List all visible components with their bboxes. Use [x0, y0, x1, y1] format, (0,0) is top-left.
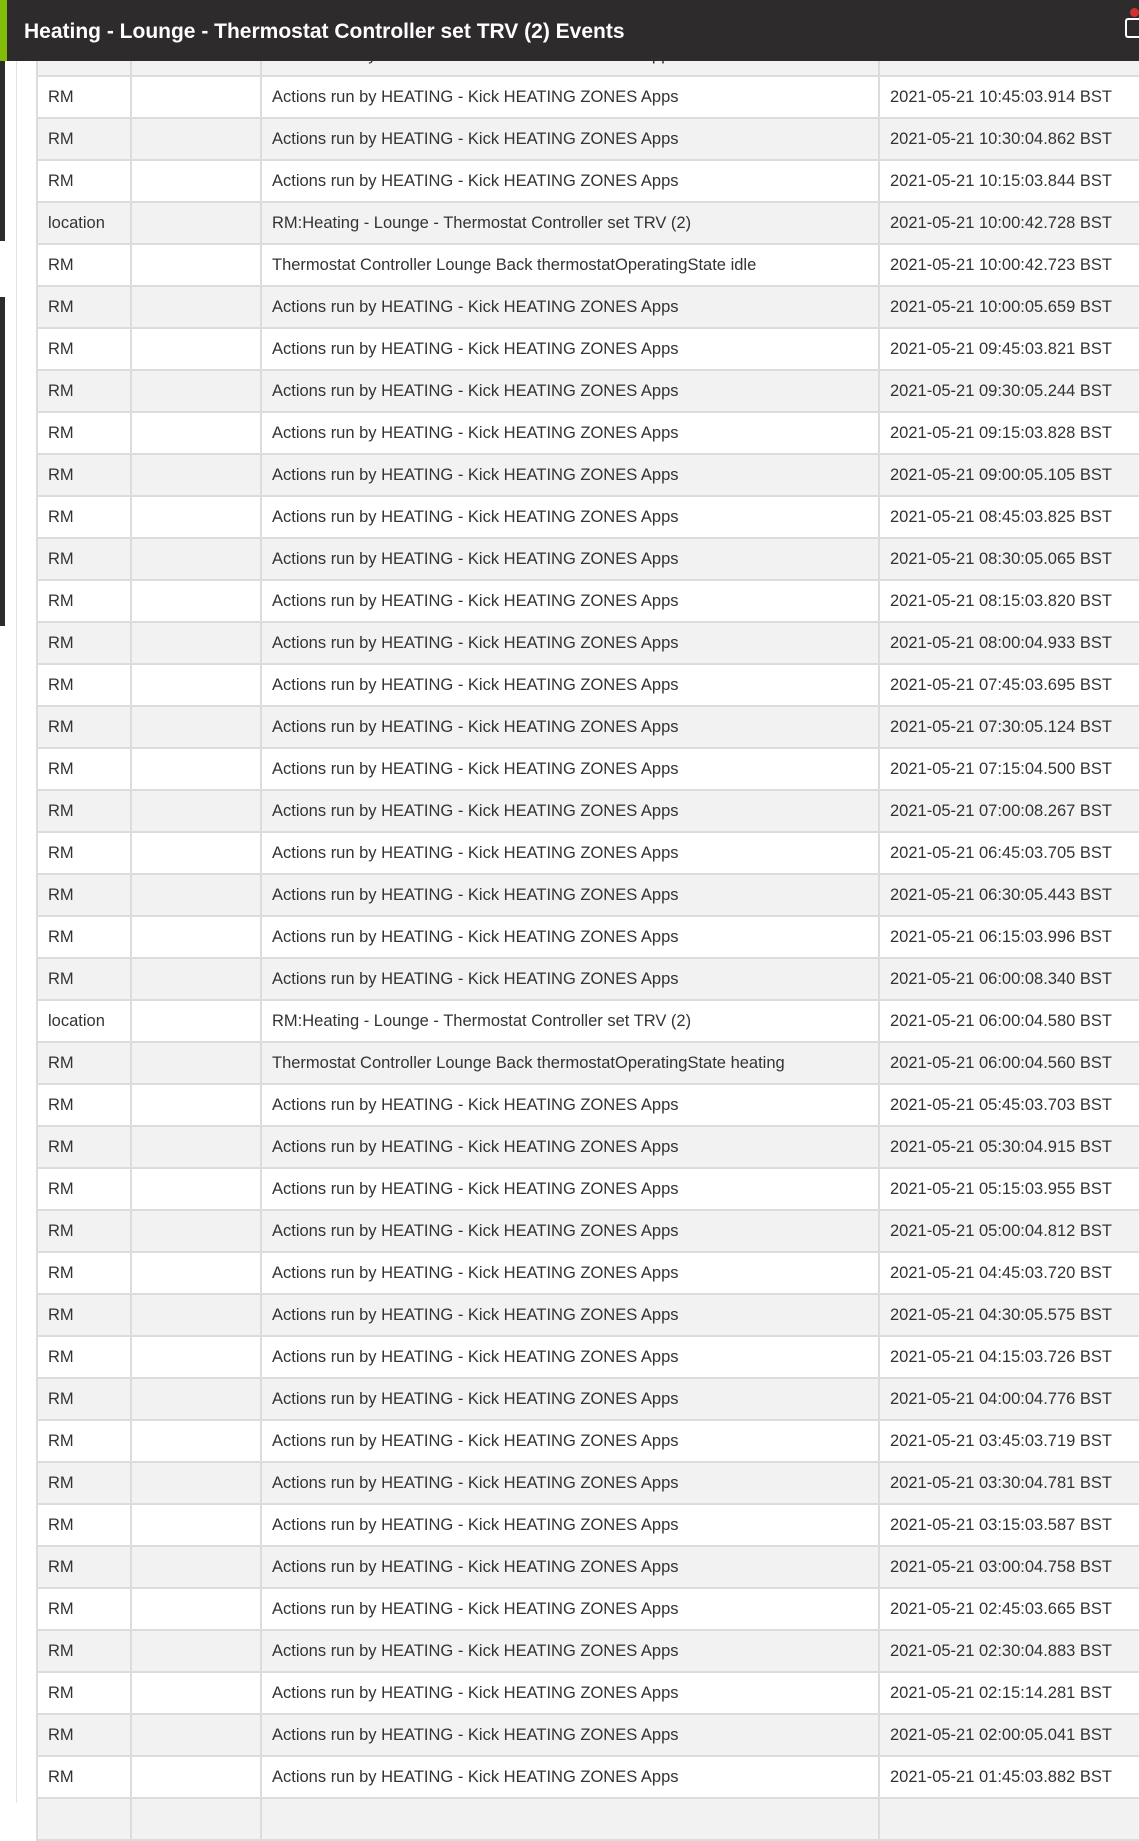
table-row[interactable]	[37, 1714, 1139, 1756]
event-date-cell: 2021-05-21 08:15:03.820 BST	[879, 580, 1139, 622]
event-date-cell: 2021-05-21 07:45:03.695 BST	[879, 664, 1139, 706]
event-description-cell: Actions run by HEATING - Kick HEATING ZONES Apps	[261, 1126, 879, 1168]
event-date-cell: 2021-05-21 05:15:03.955 BST	[879, 1168, 1139, 1210]
event-value-cell	[131, 1252, 261, 1294]
event-source-cell: RM	[37, 538, 131, 580]
events-table	[36, 33, 1139, 1841]
event-description-cell: Actions run by HEATING - Kick HEATING ZONES Apps	[261, 580, 879, 622]
event-date-cell: 2021-05-21 02:30:04.883 BST	[879, 1630, 1139, 1672]
event-description-cell: Actions run by HEATING - Kick HEATING ZONES Apps	[261, 1462, 879, 1504]
table-row[interactable]	[37, 286, 1139, 328]
page-header	[0, 0, 1139, 61]
event-value-cell	[131, 748, 261, 790]
event-value-cell	[131, 790, 261, 832]
table-row[interactable]	[37, 328, 1139, 370]
table-row[interactable]	[37, 1420, 1139, 1462]
event-date-cell: 2021-05-21 10:00:05.659 BST	[879, 286, 1139, 328]
event-source-cell: RM	[37, 1252, 131, 1294]
event-source-cell: RM	[37, 1210, 131, 1252]
table-row[interactable]	[37, 202, 1139, 244]
event-date-cell: 2021-05-21 05:45:03.703 BST	[879, 1084, 1139, 1126]
content-border	[16, 61, 17, 1803]
event-date-cell: 2021-05-21 02:00:05.041 BST	[879, 1714, 1139, 1756]
event-description-cell: Actions run by HEATING - Kick HEATING ZONES Apps	[261, 328, 879, 370]
event-value-cell	[131, 412, 261, 454]
table-row[interactable]	[37, 1000, 1139, 1042]
event-date-cell: 2021-05-21 09:15:03.828 BST	[879, 412, 1139, 454]
event-value-cell	[131, 706, 261, 748]
event-date-cell: 2021-05-21 02:45:03.665 BST	[879, 1588, 1139, 1630]
event-description-cell: Actions run by HEATING - Kick HEATING ZONES Apps	[261, 1168, 879, 1210]
event-date-cell: 2021-05-21 09:30:05.244 BST	[879, 370, 1139, 412]
table-row[interactable]	[37, 412, 1139, 454]
event-value-cell	[131, 202, 261, 244]
event-value-cell	[131, 1168, 261, 1210]
event-source-cell: RM	[37, 748, 131, 790]
table-row[interactable]	[37, 370, 1139, 412]
event-value-cell	[131, 328, 261, 370]
event-description-cell: Actions run by HEATING - Kick HEATING ZONES Apps	[261, 1252, 879, 1294]
event-value-cell	[131, 1546, 261, 1588]
table-row[interactable]	[37, 1462, 1139, 1504]
event-value-cell	[131, 1336, 261, 1378]
event-description-cell: Actions run by HEATING - Kick HEATING ZONES Apps	[261, 1210, 879, 1252]
event-value-cell	[131, 958, 261, 1000]
event-source-cell: RM	[37, 1042, 131, 1084]
page-title: Heating - Lounge - Thermostat Controller set TRV (2) Events	[24, 20, 625, 43]
event-value-cell	[131, 538, 261, 580]
event-source-cell: RM	[37, 790, 131, 832]
table-row[interactable]	[37, 538, 1139, 580]
event-source-cell: location	[37, 1000, 131, 1042]
table-row[interactable]	[37, 160, 1139, 202]
event-value-cell	[131, 832, 261, 874]
event-source-cell: RM	[37, 706, 131, 748]
event-value-cell	[131, 160, 261, 202]
table-row[interactable]	[37, 1084, 1139, 1126]
event-value-cell	[131, 1378, 261, 1420]
event-value-cell	[131, 454, 261, 496]
event-value-cell	[131, 370, 261, 412]
event-date-cell: 2021-05-21 10:45:03.914 BST	[879, 76, 1139, 118]
event-description-cell: Actions run by HEATING - Kick HEATING ZONES Apps	[261, 1672, 879, 1714]
event-description-cell: Actions run by HEATING - Kick HEATING ZONES Apps	[261, 1378, 879, 1420]
event-source-cell: RM	[37, 1546, 131, 1588]
event-source-cell: RM	[37, 1462, 131, 1504]
table-row[interactable]	[37, 1126, 1139, 1168]
event-value-cell	[131, 1084, 261, 1126]
event-source-cell: RM	[37, 874, 131, 916]
event-source-cell: RM	[37, 328, 131, 370]
table-row[interactable]	[37, 580, 1139, 622]
event-description-cell: Actions run by HEATING - Kick HEATING ZONES Apps	[261, 832, 879, 874]
event-value-cell	[131, 1210, 261, 1252]
events-table-body	[37, 34, 1139, 1840]
event-date-cell: 2021-05-21 06:45:03.705 BST	[879, 832, 1139, 874]
event-description-cell: Actions run by HEATING - Kick HEATING ZONES Apps	[261, 1420, 879, 1462]
event-date-cell: 2021-05-21 01:45:03.882 BST	[879, 1756, 1139, 1798]
event-description-cell: Actions run by HEATING - Kick HEATING ZONES Apps	[261, 1588, 879, 1630]
event-description-cell: Actions run by HEATING - Kick HEATING ZONES Apps	[261, 1504, 879, 1546]
event-date-cell: 2021-05-21 05:30:04.915 BST	[879, 1126, 1139, 1168]
event-source-cell: RM	[37, 1630, 131, 1672]
event-date-cell: 2021-05-21 10:15:03.844 BST	[879, 160, 1139, 202]
event-date-cell: 2021-05-21 06:00:04.580 BST	[879, 1000, 1139, 1042]
event-source-cell: RM	[37, 580, 131, 622]
event-description-cell: Actions run by HEATING - Kick HEATING ZONES Apps	[261, 958, 879, 1000]
event-source-cell: RM	[37, 244, 131, 286]
event-value-cell	[131, 622, 261, 664]
table-row[interactable]	[37, 496, 1139, 538]
event-description-cell: Actions run by HEATING - Kick HEATING ZONES Apps	[261, 1630, 879, 1672]
event-description-cell: Actions run by HEATING - Kick HEATING ZONES Apps	[261, 748, 879, 790]
table-row[interactable]	[37, 118, 1139, 160]
header-accent-bar	[0, 0, 7, 61]
event-source-cell: RM	[37, 832, 131, 874]
event-date-cell: 2021-05-21 04:45:03.720 BST	[879, 1252, 1139, 1294]
event-source-cell: RM	[37, 1756, 131, 1798]
event-description-cell: Actions run by HEATING - Kick HEATING ZONES Apps	[261, 286, 879, 328]
event-value-cell	[131, 1294, 261, 1336]
event-date-cell: 2021-05-21 04:30:05.575 BST	[879, 1294, 1139, 1336]
sidebar-edge	[0, 61, 5, 626]
event-source-cell: RM	[37, 958, 131, 1000]
table-row[interactable]	[37, 874, 1139, 916]
table-row[interactable]	[37, 916, 1139, 958]
event-source-cell	[37, 1798, 131, 1840]
event-date-cell: 2021-05-21 06:15:03.996 BST	[879, 916, 1139, 958]
event-description-cell: Actions run by HEATING - Kick HEATING ZONES Apps	[261, 1756, 879, 1798]
table-row[interactable]	[37, 706, 1139, 748]
event-value-cell	[131, 76, 261, 118]
table-row[interactable]	[37, 832, 1139, 874]
event-date-cell: 2021-05-21 06:00:08.340 BST	[879, 958, 1139, 1000]
event-source-cell: RM	[37, 286, 131, 328]
event-source-cell: RM	[37, 1504, 131, 1546]
event-description-cell: Actions run by HEATING - Kick HEATING ZONES Apps	[261, 664, 879, 706]
comment-icon[interactable]	[1125, 18, 1139, 38]
event-description-cell: Actions run by HEATING - Kick HEATING ZONES Apps	[261, 1336, 879, 1378]
event-description-cell: Thermostat Controller Lounge Back thermostatOperatingState heating	[261, 1042, 879, 1084]
event-source-cell: RM	[37, 1336, 131, 1378]
event-date-cell: 2021-05-21 07:15:04.500 BST	[879, 748, 1139, 790]
event-value-cell	[131, 496, 261, 538]
table-row[interactable]	[37, 1756, 1139, 1798]
event-date-cell: 2021-05-21 07:00:08.267 BST	[879, 790, 1139, 832]
event-source-cell: RM	[37, 1714, 131, 1756]
event-source-cell: RM	[37, 370, 131, 412]
event-date-cell: 2021-05-21 03:15:03.587 BST	[879, 1504, 1139, 1546]
table-row[interactable]	[37, 76, 1139, 118]
event-description-cell: Actions run by HEATING - Kick HEATING ZONES Apps	[261, 118, 879, 160]
event-date-cell: 2021-05-21 10:00:42.723 BST	[879, 244, 1139, 286]
event-date-cell: 2021-05-21 06:30:05.443 BST	[879, 874, 1139, 916]
event-value-cell	[131, 874, 261, 916]
event-description-cell: RM:Heating - Lounge - Thermostat Controller set TRV (2)	[261, 1000, 879, 1042]
table-row[interactable]	[37, 1630, 1139, 1672]
table-row[interactable]	[37, 1210, 1139, 1252]
event-source-cell: RM	[37, 412, 131, 454]
sidebar-edge-gap	[0, 241, 5, 297]
event-date-cell: 2021-05-21 04:15:03.726 BST	[879, 1336, 1139, 1378]
table-row[interactable]	[37, 1378, 1139, 1420]
event-description-cell: RM:Heating - Lounge - Thermostat Controller set TRV (2)	[261, 202, 879, 244]
event-source-cell: RM	[37, 76, 131, 118]
event-value-cell	[131, 1588, 261, 1630]
event-description-cell: Thermostat Controller Lounge Back thermostatOperatingState idle	[261, 244, 879, 286]
notification-dot-icon	[1130, 8, 1139, 17]
event-source-cell: RM	[37, 916, 131, 958]
event-value-cell	[131, 664, 261, 706]
event-value-cell	[131, 580, 261, 622]
event-date-cell: 2021-05-21 08:45:03.825 BST	[879, 496, 1139, 538]
table-row[interactable]	[37, 1252, 1139, 1294]
event-description-cell: Actions run by HEATING - Kick HEATING ZONES Apps	[261, 1546, 879, 1588]
table-row[interactable]	[37, 1168, 1139, 1210]
event-source-cell: RM	[37, 160, 131, 202]
event-value-cell	[131, 1630, 261, 1672]
event-date-cell: 2021-05-21 09:45:03.821 BST	[879, 328, 1139, 370]
event-source-cell: location	[37, 202, 131, 244]
event-date-cell: 2021-05-21 03:30:04.781 BST	[879, 1462, 1139, 1504]
event-description-cell: Actions run by HEATING - Kick HEATING ZONES Apps	[261, 454, 879, 496]
event-date-cell: 2021-05-21 04:00:04.776 BST	[879, 1378, 1139, 1420]
table-row[interactable]	[37, 1336, 1139, 1378]
event-value-cell	[131, 286, 261, 328]
table-row[interactable]	[37, 1798, 1139, 1840]
event-value-cell	[131, 244, 261, 286]
event-date-cell: 2021-05-21 10:30:04.862 BST	[879, 118, 1139, 160]
event-value-cell	[131, 1672, 261, 1714]
table-row[interactable]	[37, 454, 1139, 496]
table-row[interactable]	[37, 664, 1139, 706]
event-description-cell: Actions run by HEATING - Kick HEATING ZONES Apps	[261, 1084, 879, 1126]
event-date-cell: 2021-05-21 03:00:04.758 BST	[879, 1546, 1139, 1588]
event-source-cell: RM	[37, 1084, 131, 1126]
event-source-cell: RM	[37, 622, 131, 664]
event-source-cell: RM	[37, 1588, 131, 1630]
event-description-cell: Actions run by HEATING - Kick HEATING ZONES Apps	[261, 916, 879, 958]
event-source-cell: RM	[37, 1126, 131, 1168]
table-row[interactable]	[37, 790, 1139, 832]
event-description-cell: Actions run by HEATING - Kick HEATING ZONES Apps	[261, 370, 879, 412]
event-date-cell: 2021-05-21 06:00:04.560 BST	[879, 1042, 1139, 1084]
event-description-cell: Actions run by HEATING - Kick HEATING ZONES Apps	[261, 1714, 879, 1756]
event-date-cell: 2021-05-21 08:00:04.933 BST	[879, 622, 1139, 664]
table-row[interactable]	[37, 244, 1139, 286]
event-date-cell	[879, 1798, 1139, 1840]
event-source-cell: RM	[37, 1168, 131, 1210]
event-value-cell	[131, 1000, 261, 1042]
event-value-cell	[131, 1042, 261, 1084]
event-description-cell: Actions run by HEATING - Kick HEATING ZONES Apps	[261, 790, 879, 832]
table-row[interactable]	[37, 1042, 1139, 1084]
event-value-cell	[131, 1420, 261, 1462]
event-source-cell: RM	[37, 118, 131, 160]
table-row[interactable]	[37, 1546, 1139, 1588]
events-table-container[interactable]	[36, 33, 1139, 1841]
event-description-cell: Actions run by HEATING - Kick HEATING ZONES Apps	[261, 160, 879, 202]
table-row[interactable]	[37, 958, 1139, 1000]
table-row[interactable]	[37, 1504, 1139, 1546]
event-date-cell: 2021-05-21 02:15:14.281 BST	[879, 1672, 1139, 1714]
table-row[interactable]	[37, 1588, 1139, 1630]
table-row[interactable]	[37, 748, 1139, 790]
event-date-cell: 2021-05-21 08:30:05.065 BST	[879, 538, 1139, 580]
table-row[interactable]	[37, 1672, 1139, 1714]
event-date-cell: 2021-05-21 10:00:42.728 BST	[879, 202, 1139, 244]
event-date-cell: 2021-05-21 03:45:03.719 BST	[879, 1420, 1139, 1462]
event-source-cell: RM	[37, 1378, 131, 1420]
table-row[interactable]	[37, 1294, 1139, 1336]
event-description-cell: Actions run by HEATING - Kick HEATING ZONES Apps	[261, 706, 879, 748]
event-date-cell: 2021-05-21 07:30:05.124 BST	[879, 706, 1139, 748]
event-source-cell: RM	[37, 664, 131, 706]
event-description-cell: Actions run by HEATING - Kick HEATING ZONES Apps	[261, 622, 879, 664]
event-description-cell: Actions run by HEATING - Kick HEATING ZONES Apps	[261, 874, 879, 916]
event-description-cell: Actions run by HEATING - Kick HEATING ZONES Apps	[261, 76, 879, 118]
event-value-cell	[131, 1714, 261, 1756]
event-source-cell: RM	[37, 1420, 131, 1462]
event-value-cell	[131, 1462, 261, 1504]
event-source-cell: RM	[37, 1672, 131, 1714]
event-description-cell: Actions run by HEATING - Kick HEATING ZONES Apps	[261, 412, 879, 454]
event-value-cell	[131, 1798, 261, 1840]
event-source-cell: RM	[37, 496, 131, 538]
table-row[interactable]	[37, 622, 1139, 664]
event-date-cell: 2021-05-21 09:00:05.105 BST	[879, 454, 1139, 496]
event-value-cell	[131, 118, 261, 160]
event-source-cell: RM	[37, 454, 131, 496]
event-description-cell: Actions run by HEATING - Kick HEATING ZONES Apps	[261, 496, 879, 538]
event-description-cell: Actions run by HEATING - Kick HEATING ZONES Apps	[261, 1294, 879, 1336]
event-source-cell: RM	[37, 1294, 131, 1336]
event-date-cell: 2021-05-21 05:00:04.812 BST	[879, 1210, 1139, 1252]
event-value-cell	[131, 1126, 261, 1168]
event-value-cell	[131, 916, 261, 958]
event-value-cell	[131, 1756, 261, 1798]
event-description-cell: Actions run by HEATING - Kick HEATING ZONES Apps	[261, 538, 879, 580]
event-value-cell	[131, 1504, 261, 1546]
event-description-cell	[261, 1798, 879, 1840]
